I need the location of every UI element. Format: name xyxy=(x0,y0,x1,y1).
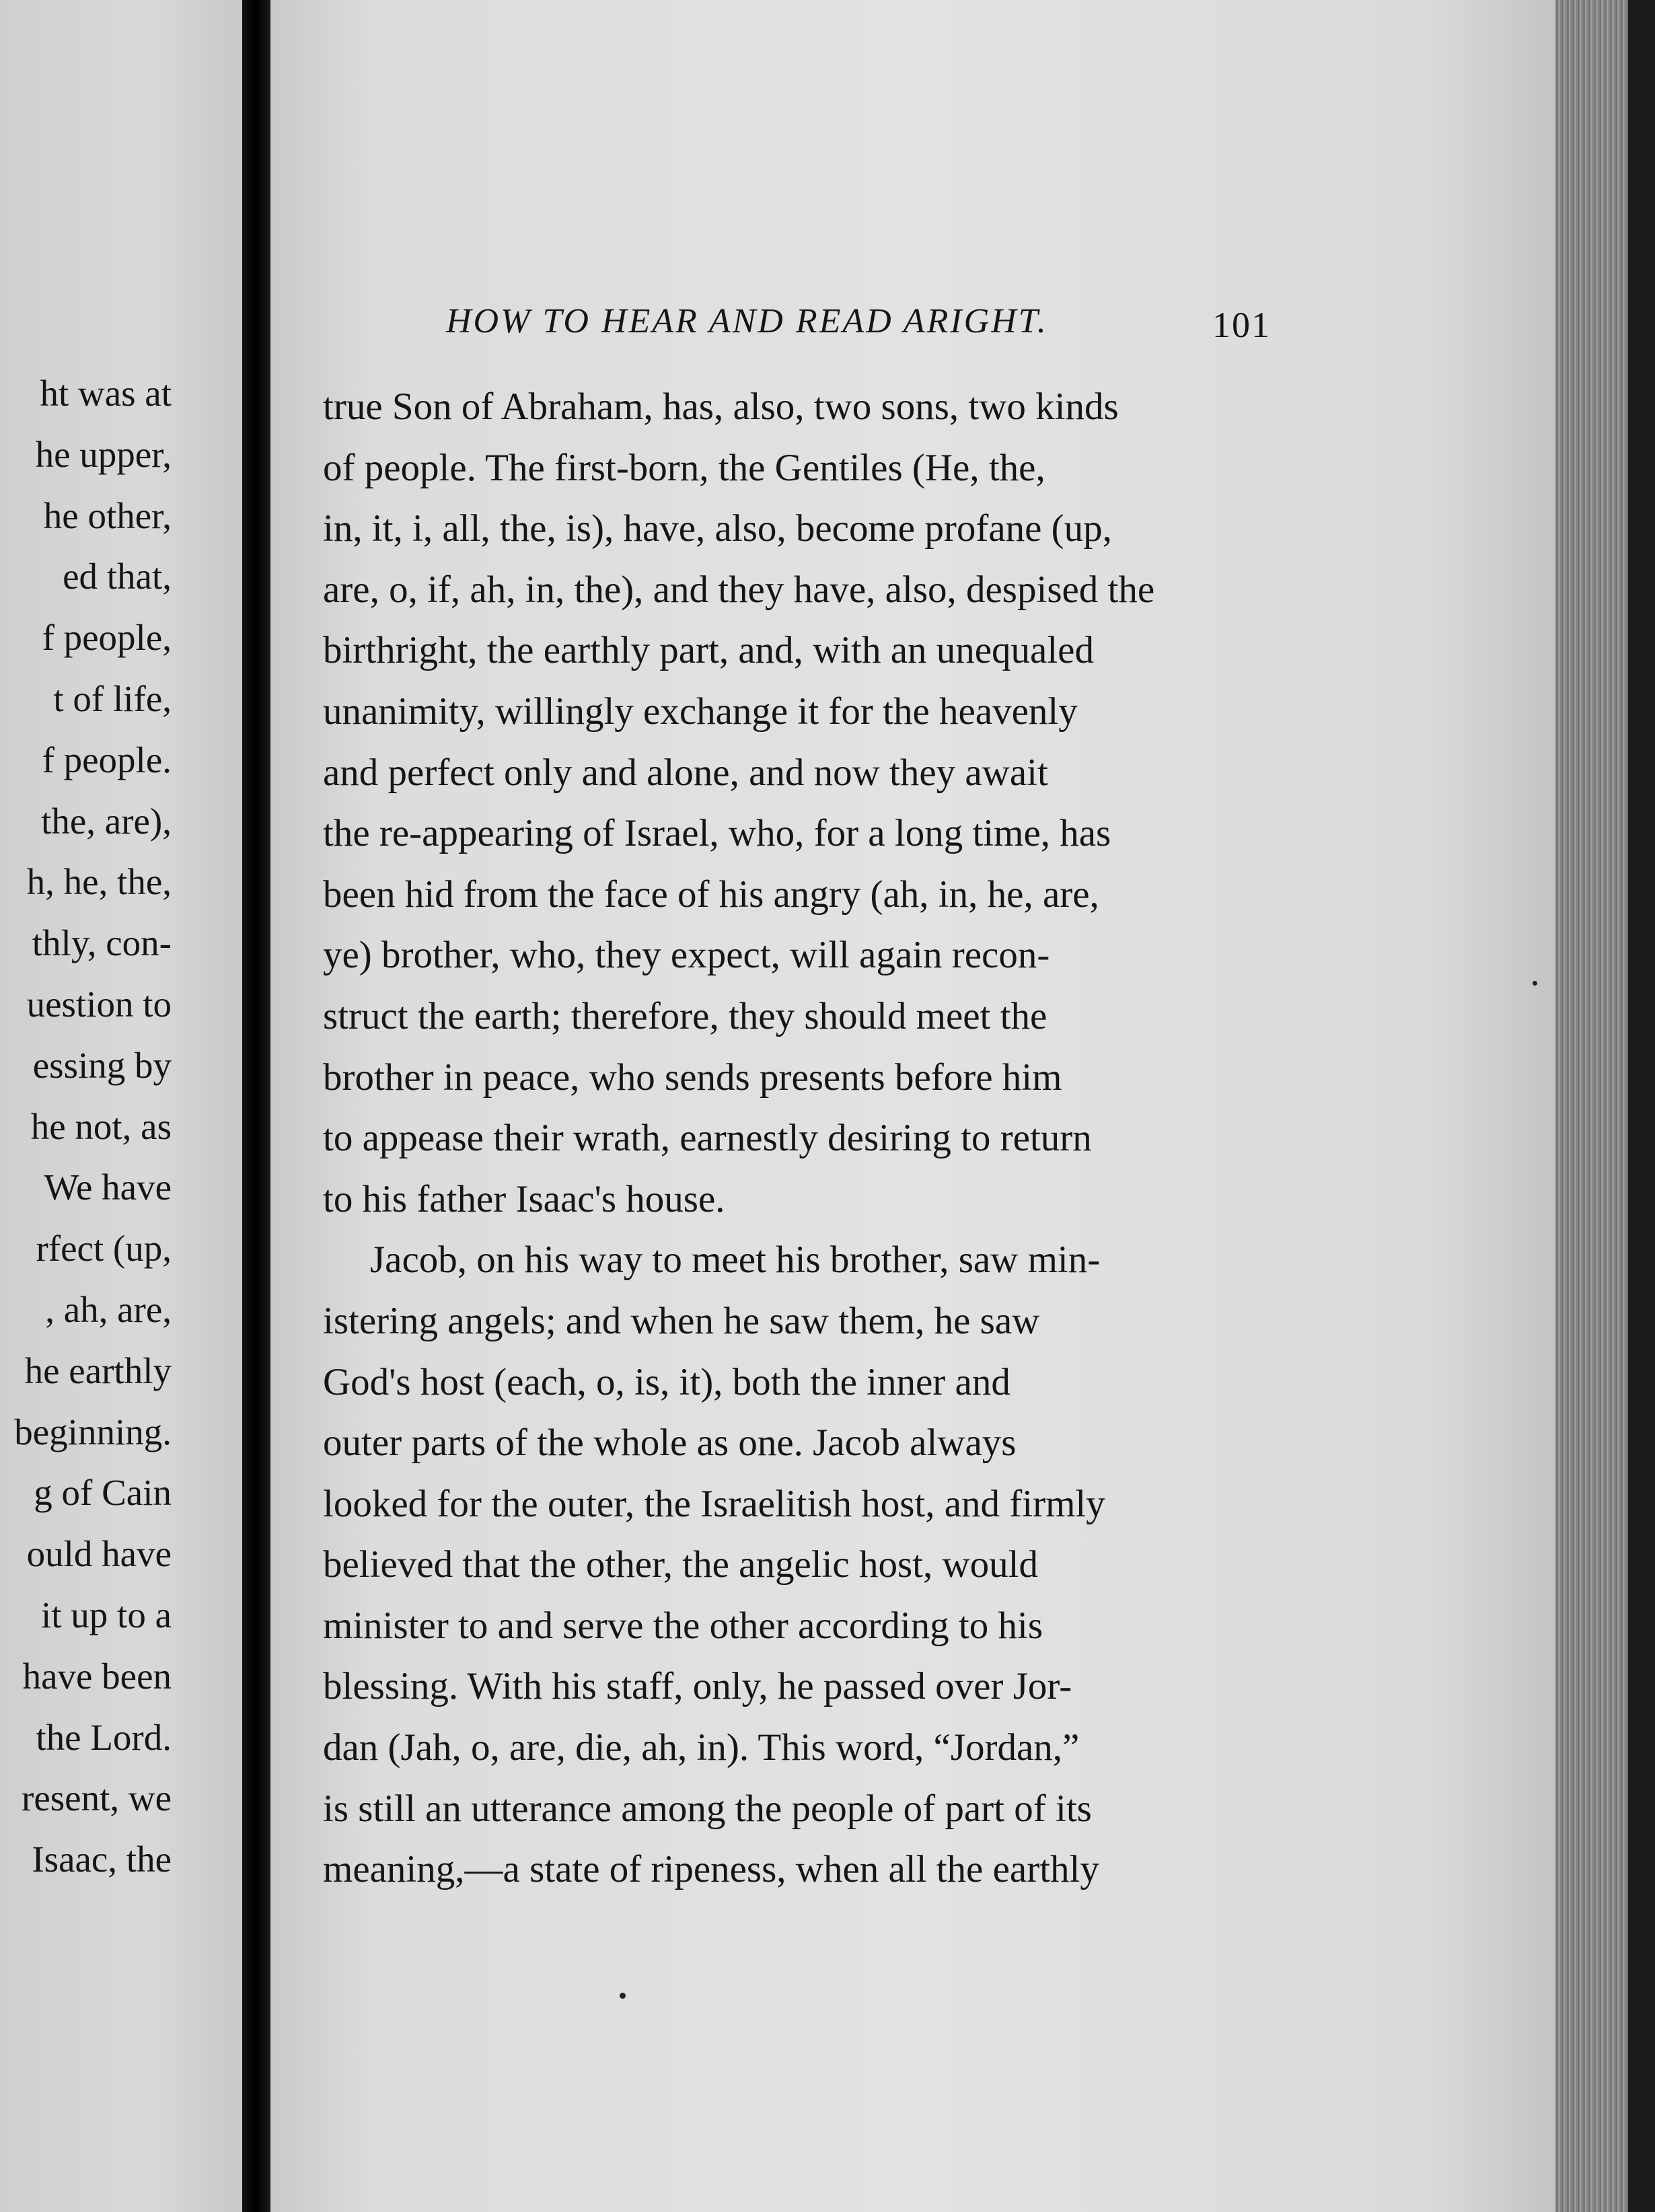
left-line: have been xyxy=(22,1655,172,1697)
left-line: ed that, xyxy=(63,556,172,597)
left-line: he upper, xyxy=(35,433,172,475)
left-line: t of life, xyxy=(53,677,172,719)
text-line: to his father Isaac's house. xyxy=(323,1177,725,1220)
text-line: looked for the outer, the Israelitish host, and firmly xyxy=(323,1482,1105,1525)
left-line: uestion to xyxy=(26,983,172,1025)
text-line: meaning,—a state of ripeness, when all the earthly xyxy=(323,1848,1099,1891)
text-line: ye) brother, who, they expect, will again recon- xyxy=(323,934,1050,977)
text-line: outer parts of the whole as one. Jacob always xyxy=(323,1422,1017,1465)
left-line: rfect (up, xyxy=(36,1228,172,1269)
text-line: in, it, i, all, the, is), have, also, become profane (up, xyxy=(323,507,1112,550)
text-line: dan (Jah, o, are, die, ah, in). This word, “Jordan,” xyxy=(323,1726,1080,1769)
left-line: g of Cain xyxy=(34,1472,172,1514)
ink-speck xyxy=(620,1993,626,1999)
left-line: the, are), xyxy=(41,800,172,842)
text-line: minister to and serve the other according to his xyxy=(323,1604,1043,1647)
left-line: he earthly xyxy=(24,1350,172,1391)
text-line: blessing. With his staff, only, he passed over Jor- xyxy=(323,1665,1072,1708)
left-line: , ah, are, xyxy=(45,1288,172,1330)
text-line: is still an utterance among the people of part of its xyxy=(323,1787,1092,1830)
text-line: struct the earth; therefore, they should meet the xyxy=(323,994,1047,1037)
left-line: h, he, the, xyxy=(26,861,172,903)
left-line: f people. xyxy=(42,739,172,780)
text-line: and perfect only and alone, and now they await xyxy=(323,751,1048,794)
left-line: essing by xyxy=(32,1044,172,1086)
left-line: ht was at xyxy=(40,373,172,414)
text-line: true Son of Abraham, has, also, two sons, two kinds xyxy=(323,385,1119,428)
paragraph-2 xyxy=(323,1230,1265,1901)
page-number: 101 xyxy=(1212,305,1271,345)
text-line: unanimity, willingly exchange it for the heavenly xyxy=(323,690,1078,733)
text-line: been hid from the face of his angry (ah, in, he, are, xyxy=(323,873,1099,916)
text-line: Jacob, on his way to meet his brother, saw min- xyxy=(370,1239,1101,1282)
left-line: thly, con- xyxy=(32,922,172,964)
previous-page-text xyxy=(0,363,172,1890)
left-line: he not, as xyxy=(30,1105,172,1147)
left-line: We have xyxy=(44,1167,172,1208)
left-line: the Lord. xyxy=(36,1716,172,1758)
running-head: HOW TO HEAR AND READ ARIGHT. xyxy=(446,302,1048,340)
text-line: the re-appearing of Israel, who, for a long time, has xyxy=(323,812,1111,855)
left-line: it up to a xyxy=(40,1594,172,1635)
ink-speck xyxy=(1533,981,1537,986)
text-line: istering angels; and when he saw them, he saw xyxy=(323,1299,1040,1342)
body-text xyxy=(323,377,1265,1901)
text-line: believed that the other, the angelic host, would xyxy=(323,1543,1038,1586)
left-line: beginning. xyxy=(14,1411,172,1452)
paragraph-1 xyxy=(323,377,1265,1230)
left-line: ould have xyxy=(26,1533,172,1575)
text-line: of people. The first-born, the Gentiles (He, the, xyxy=(323,446,1045,489)
left-line: he other, xyxy=(43,494,172,536)
left-line: f people, xyxy=(42,617,172,659)
book-gutter xyxy=(242,0,270,2212)
left-line: resent, we xyxy=(22,1777,172,1819)
page-edges xyxy=(1555,0,1655,2212)
text-line: to appease their wrath, earnestly desiring to return xyxy=(323,1117,1092,1160)
left-line: Isaac, the xyxy=(32,1839,172,1880)
text-line: brother in peace, who sends presents before him xyxy=(323,1056,1062,1099)
previous-page xyxy=(0,0,242,2212)
text-line: God's host (each, o, is, it), both the inner and xyxy=(323,1360,1010,1403)
text-line: are, o, if, ah, in, the), and they have, also, despised the xyxy=(323,568,1155,611)
text-line: birthright, the earthly part, and, with an unequaled xyxy=(323,629,1094,672)
